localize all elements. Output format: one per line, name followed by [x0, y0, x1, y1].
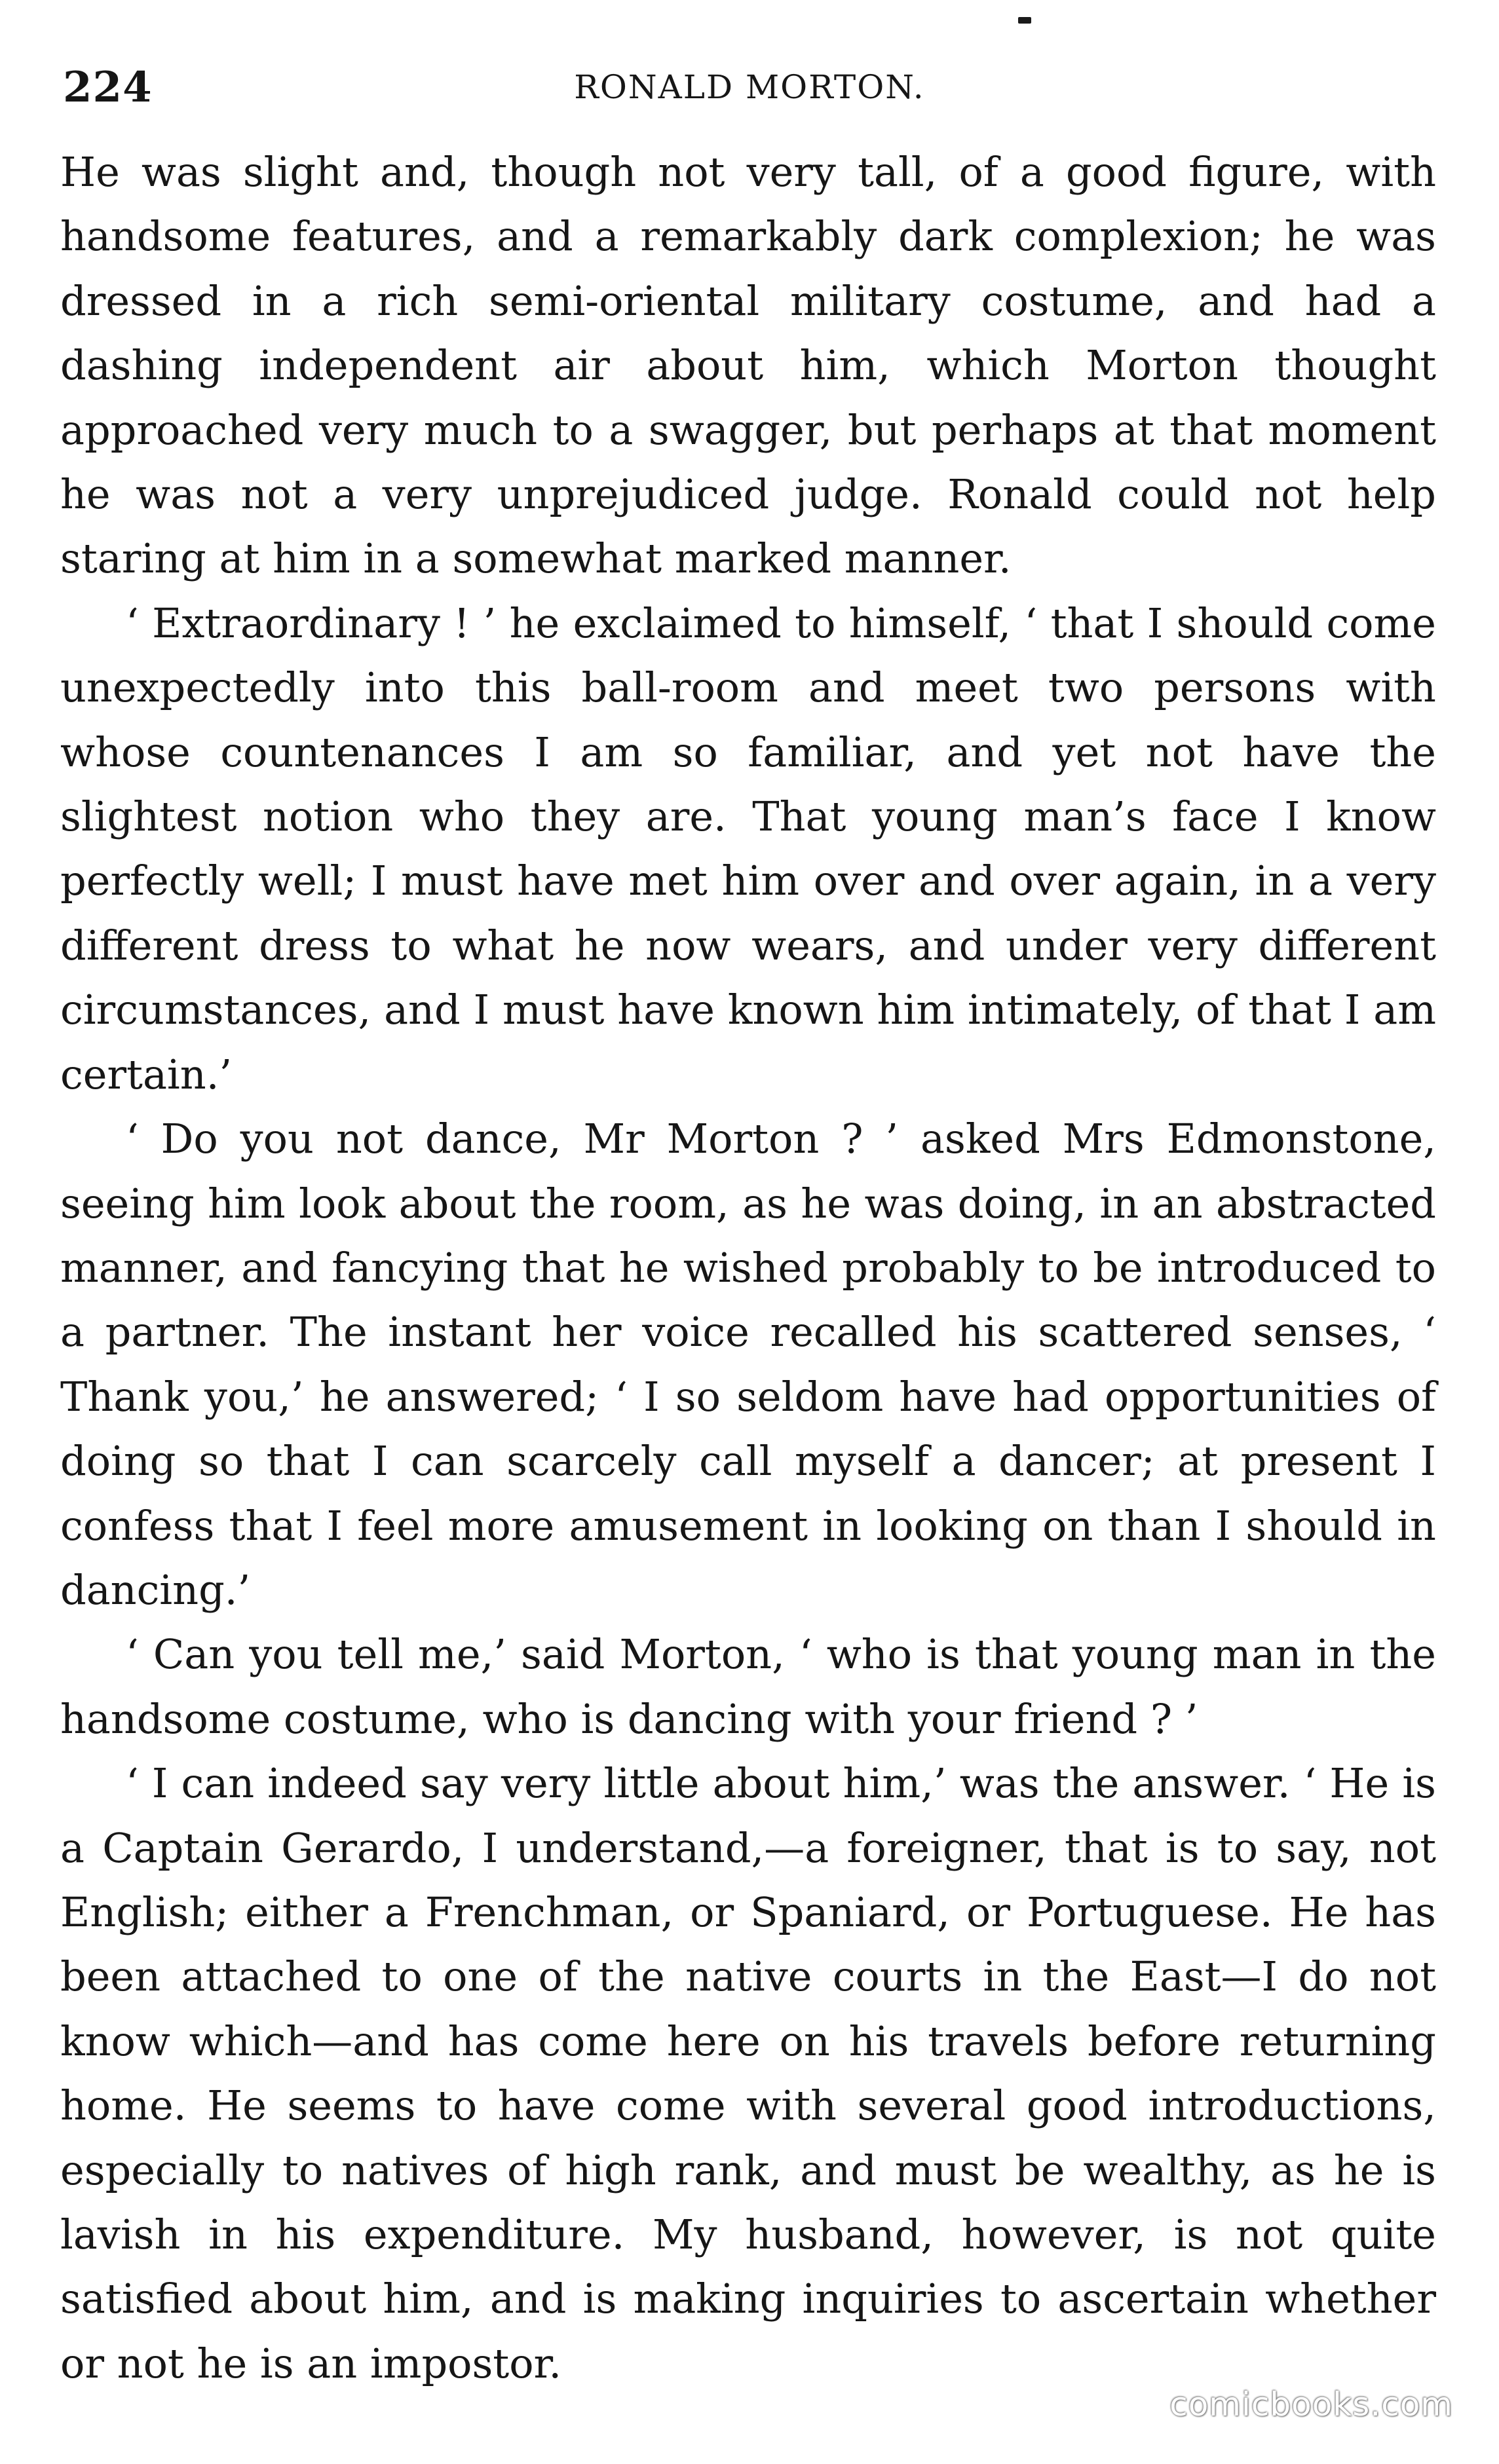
paragraph-4: ‘ Can you tell me,’ said Morton, ‘ who is that young man in the handsome costume, who is dancing with your friend ? ’ [60, 1630, 1436, 1743]
body-text [60, 140, 1436, 2396]
page-header [63, 63, 1436, 122]
page-number: 224 [63, 63, 153, 112]
running-title: RONALD MORTON. [574, 68, 925, 106]
paragraph-1: He was slight and, though not very tall, of a good figure, with handsome features, and a remarkably dark complexion; he was dressed in a rich semi-oriental military costume, and had a dashing independent air about him, which Morton thought approached very much to a swagger, but perhaps at that moment he was not a very unprejudiced judge. Ronald could not help staring at him in a somewhat marked manner. [60, 148, 1436, 583]
watermark: comicbooks.com [1169, 2385, 1453, 2423]
ink-speck [1018, 17, 1031, 24]
paragraph-2: ‘ Extraordinary ! ’ he exclaimed to himself, ‘ that I should come unexpectedly into this ball-room and meet two persons with whose countenances I am so familiar, and yet not have the slightest notion who they are. That young man’s face I know perfectly well; I must have met him over and over again, in a very different dress to what he now wears, and under very different circumstances, and I must have known him intimately, of that I am certain.’ [60, 599, 1436, 1098]
paragraph-3: ‘ Do you not dance, Mr Morton ? ’ asked Mrs Edmonstone, seeing him look about the room, as he was doing, in an abstracted manner, and fancying that he wished probably to be introduced to a partner. The instant her voice recalled his scattered senses, ‘ Thank you,’ he answered; ‘ I so seldom have had opportunities of doing so that I can scarcely call myself a dancer; at present I confess that I feel more amusement in looking on than I should in dancing.’ [60, 1115, 1436, 1614]
paragraph-5: ‘ I can indeed say very little about him,’ was the answer. ‘ He is a Captain Gerardo, I understand,—a foreigner, that is to say, not English; either a Frenchman, or Spaniard, or Portuguese. He has been attached to one of the native courts in the East—I do not know which—and has come here on his travels before returning home. He seems to have come with several good introductions, especially to natives of high rank, and must be wealthy, as he is lavish in his expenditure. My husband, however, is not quite satisfied about him, and is making inquiries to ascertain whether or not he is an impostor. [60, 1759, 1436, 2387]
